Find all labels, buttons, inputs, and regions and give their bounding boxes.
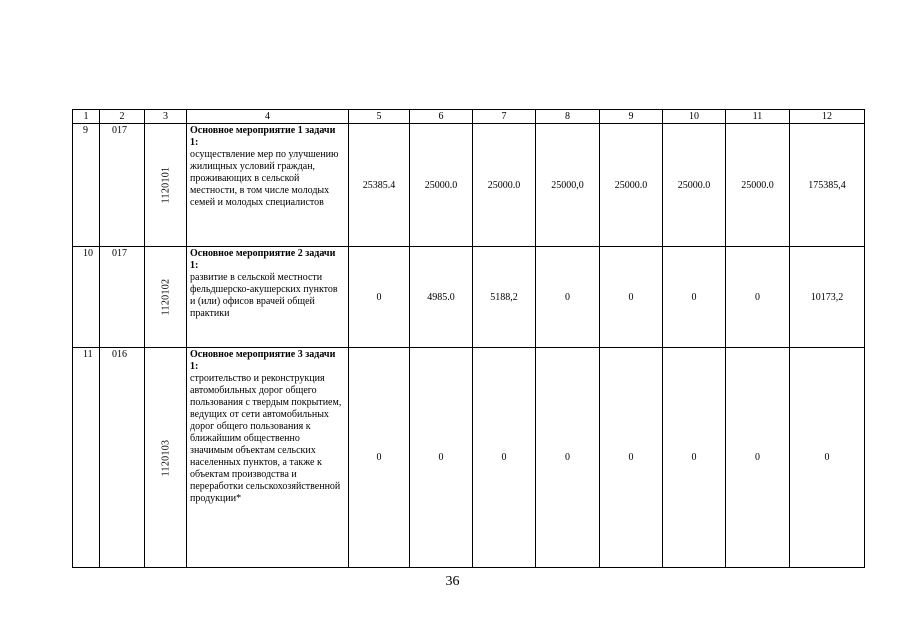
row-description-text: осуществление мер по улучшению жилищных условий граждан, проживающих в сельской местности, в том числе молодых семей и молодых специалистов: [190, 149, 339, 208]
table-row: [73, 124, 865, 247]
header-cell: 3: [145, 110, 187, 124]
value-cell: 0: [663, 348, 726, 568]
value-cell: 0: [600, 247, 663, 348]
row-classifier-text: 1120102: [160, 278, 171, 316]
value-cell: 25000.0: [600, 124, 663, 247]
header-cell: 4: [187, 110, 349, 124]
value-cell: 0: [726, 247, 790, 348]
row-description: [187, 247, 349, 348]
header-cell: 1: [73, 110, 100, 124]
value-cell: 0: [410, 348, 473, 568]
value-cell: 10173,2: [790, 247, 865, 348]
value-cell: 0: [600, 348, 663, 568]
value-cell: 0: [473, 348, 536, 568]
value-cell: 25000.0: [410, 124, 473, 247]
budget-table: [72, 109, 865, 568]
table-row: [73, 348, 865, 568]
row-classifier: [145, 247, 187, 348]
header-cell: 7: [473, 110, 536, 124]
row-description-text: развитие в сельской местности фельдшерско-акушерских пунктов и (или) офисов врачей общей практики: [190, 272, 338, 319]
value-cell: 4985.0: [410, 247, 473, 348]
value-cell: 0: [536, 348, 600, 568]
header-row: [73, 110, 865, 124]
row-title: Основное мероприятие 3 задачи 1:: [190, 349, 336, 372]
header-cell: 5: [349, 110, 410, 124]
value-cell: 175385,4: [790, 124, 865, 247]
row-number: 9: [73, 124, 100, 247]
value-cell: 0: [663, 247, 726, 348]
row-classifier: [145, 348, 187, 568]
row-code: 016: [100, 348, 145, 568]
value-cell: 0: [349, 247, 410, 348]
header-cell: 6: [410, 110, 473, 124]
row-description-text: строительство и реконструкция автомобильных дорог общего пользования с твердым покрытием, ведущих от сети автомобильных дорог общего пользования к ближайшим общественно значимым объектам сельских населенных пунктов, а также к объектам производства и переработки сельскохозяйственной продукции*: [190, 373, 342, 504]
value-cell: 5188,2: [473, 247, 536, 348]
row-title: Основное мероприятие 1 задачи 1:: [190, 125, 336, 148]
table-row: [73, 247, 865, 348]
row-classifier-text: 1120103: [160, 439, 171, 476]
row-code: 017: [100, 247, 145, 348]
header-cell: 9: [600, 110, 663, 124]
header-cell: 12: [790, 110, 865, 124]
value-cell: 25000.0: [473, 124, 536, 247]
row-number: 11: [73, 348, 100, 568]
row-number: 10: [73, 247, 100, 348]
header-cell: 10: [663, 110, 726, 124]
header-cell: 2: [100, 110, 145, 124]
header-cell: 11: [726, 110, 790, 124]
value-cell: 25000.0: [726, 124, 790, 247]
row-classifier: [145, 124, 187, 247]
header-cell: 8: [536, 110, 600, 124]
row-description: [187, 124, 349, 247]
value-cell: 25000.0: [663, 124, 726, 247]
value-cell: 0: [790, 348, 865, 568]
value-cell: 0: [536, 247, 600, 348]
value-cell: 0: [349, 348, 410, 568]
value-cell: 25385.4: [349, 124, 410, 247]
value-cell: 25000,0: [536, 124, 600, 247]
row-description: [187, 348, 349, 568]
value-cell: 0: [726, 348, 790, 568]
row-classifier-text: 1120101: [160, 166, 171, 204]
row-code: 017: [100, 124, 145, 247]
row-title: Основное мероприятие 2 задачи 1:: [190, 248, 336, 271]
page-number: 36: [445, 574, 460, 589]
